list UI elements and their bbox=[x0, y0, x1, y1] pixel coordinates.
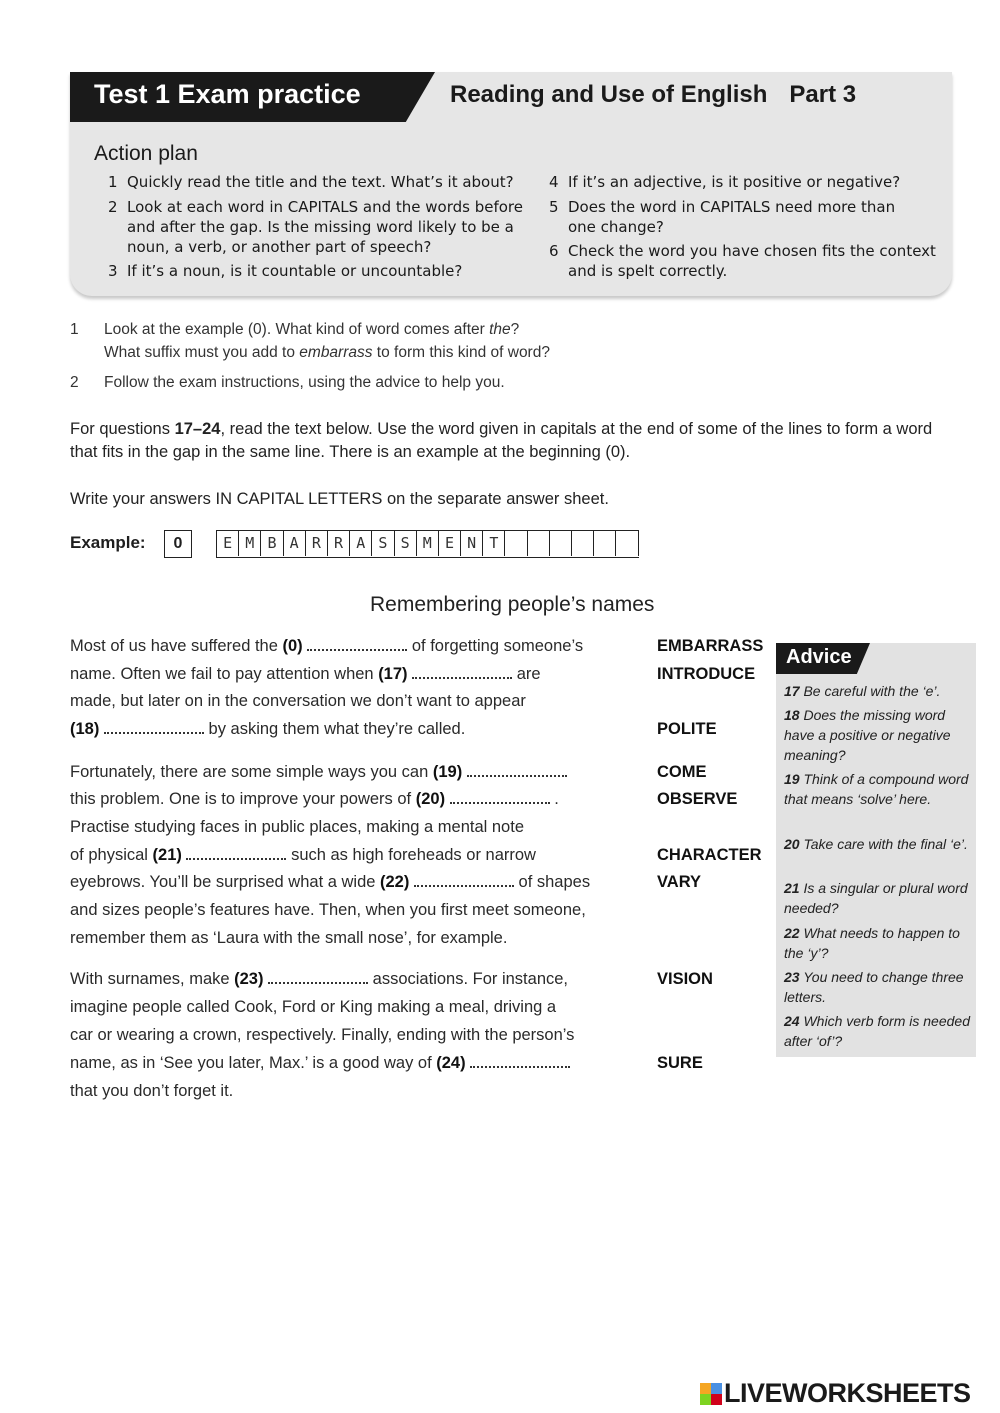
item-number: 3 bbox=[108, 262, 118, 280]
text-line: Practise studying faces in public places, making a mental note bbox=[70, 818, 524, 836]
answer-letter-box: M bbox=[417, 531, 439, 556]
text-line: car or wearing a crown, respectively. Finally, ending with the person’s bbox=[70, 1026, 575, 1044]
keyword: VISION bbox=[657, 970, 713, 988]
answer-letter-box: M bbox=[239, 531, 261, 556]
action-plan-item bbox=[108, 261, 528, 281]
text-line: name. Often we fail to pay attention when (17) are bbox=[70, 665, 541, 683]
gap-21[interactable] bbox=[186, 848, 286, 860]
action-plan-item bbox=[549, 197, 919, 237]
subtitle-section: Reading and Use of English bbox=[450, 81, 768, 108]
advice-tip: 19 Think of a compound word that means ‘solve’ here. bbox=[784, 771, 969, 807]
keyword: CHARACTER bbox=[657, 846, 762, 864]
page-title: Test 1 Exam practice bbox=[94, 79, 361, 109]
answer-letter-box: B bbox=[261, 531, 283, 556]
item-number: 5 bbox=[549, 198, 559, 216]
liveworksheets-icon bbox=[700, 1383, 722, 1405]
text-line: that you don’t forget it. bbox=[70, 1082, 234, 1100]
advice-tip: 21 Is a singular or plural word needed? bbox=[784, 880, 968, 916]
item-text: Does the word in CAPITALS need more than one change? bbox=[568, 198, 896, 236]
item-text: Look at each word in CAPITALS and the words before and after the gap. Is the missing word likely to be a noun, a verb, or another part of speech? bbox=[127, 198, 523, 256]
gap-0 bbox=[307, 639, 407, 651]
text-title: Remembering people’s names bbox=[370, 593, 655, 616]
text-line: remember them as ‘Laura with the small nose’, for example. bbox=[70, 929, 508, 947]
instruction-item bbox=[70, 371, 690, 394]
action-plan-title: Action plan bbox=[94, 142, 198, 165]
advice-title: Advice bbox=[786, 646, 852, 668]
page-subtitle bbox=[450, 81, 856, 109]
answer-letter-box: A bbox=[350, 531, 372, 556]
text-line: Fortunately, there are some simple ways you can (19) bbox=[70, 762, 567, 782]
answer-letter-box: E bbox=[439, 531, 461, 556]
answer-letter-box bbox=[550, 531, 572, 556]
logo-square bbox=[700, 1383, 711, 1394]
instruction-text: Look at the example (0). What kind of word comes after the? What suffix must you add to embarrass to form this kind of word? bbox=[104, 321, 550, 361]
text-line: (18) by asking them what they’re called. bbox=[70, 720, 466, 738]
gap-18[interactable] bbox=[104, 722, 204, 734]
instruction-item bbox=[70, 318, 690, 364]
instruction-text: Follow the exam instructions, using the advice to help you. bbox=[104, 374, 505, 391]
advice-tip: 23 You need to change three letters. bbox=[784, 969, 964, 1005]
text-line: With surnames, make (23) associations. For instance, bbox=[70, 970, 569, 988]
keyword: EMBARRASS bbox=[657, 637, 764, 655]
example-number-box: 0 bbox=[164, 530, 192, 558]
gap-20[interactable] bbox=[450, 792, 550, 804]
answer-letter-box: A bbox=[284, 531, 306, 556]
answer-instructions: Write your answers IN CAPITAL LETTERS on the separate answer sheet. bbox=[70, 490, 609, 508]
advice-tip: 22 What needs to happen to the ‘y’? bbox=[784, 925, 960, 961]
item-number: 4 bbox=[549, 173, 559, 191]
gap-22[interactable] bbox=[414, 875, 514, 887]
action-plan-item bbox=[108, 197, 528, 257]
text-line: name, as in ‘See you later, Max.’ is a good way of (24) bbox=[70, 1053, 570, 1073]
keyword: POLITE bbox=[657, 720, 717, 738]
advice-tip: 17 Be careful with the ‘e’. bbox=[784, 683, 941, 699]
advice-tip: 20 Take care with the final ‘e’. bbox=[784, 836, 968, 852]
item-text: If it’s a noun, is it countable or uncountable? bbox=[127, 262, 463, 280]
example-answer-boxes bbox=[216, 530, 639, 558]
item-number: 2 bbox=[108, 198, 118, 216]
task-instructions: For questions 17–24, read the text below. Use the word given in capitals at the end of some of the lines to form a word that fits in the gap in the same line. There is an example at the beginning (0). bbox=[70, 420, 933, 461]
advice-tip: 24 Which verb form is needed after ‘of’? bbox=[784, 1013, 970, 1049]
logo-square bbox=[711, 1394, 722, 1405]
answer-letter-box: S bbox=[395, 531, 417, 556]
gap-23[interactable] bbox=[268, 972, 368, 984]
keyword: VARY bbox=[657, 873, 702, 891]
logo-text: LIVEWORKSHEETS bbox=[724, 1378, 971, 1408]
instruction-number: 1 bbox=[70, 321, 79, 338]
text-line: eyebrows. You’ll be surprised what a wide (22) of shapes bbox=[70, 873, 591, 891]
subtitle-part: Part 3 bbox=[789, 81, 857, 108]
answer-letter-box bbox=[572, 531, 594, 556]
text-line: imagine people called Cook, Ford or King making a meal, driving a bbox=[70, 998, 557, 1016]
keyword: SURE bbox=[657, 1054, 703, 1072]
logo-square bbox=[711, 1383, 722, 1394]
advice-tip: 18 Does the missing word have a positive or negative meaning? bbox=[784, 707, 951, 763]
answer-letter-box bbox=[594, 531, 616, 556]
answer-letter-box bbox=[616, 531, 638, 556]
answer-letter-box: R bbox=[306, 531, 328, 556]
action-plan-item bbox=[549, 172, 949, 192]
example-label: Example: bbox=[70, 533, 146, 552]
answer-letter-box bbox=[528, 531, 550, 556]
logo-square bbox=[700, 1394, 711, 1405]
text-line: this problem. One is to improve your powers of (20) . bbox=[70, 790, 559, 808]
action-plan-item bbox=[549, 241, 949, 281]
text-line: Most of us have suffered the (0) of forgetting someone’s bbox=[70, 637, 584, 655]
keyword: OBSERVE bbox=[657, 790, 738, 808]
item-text: If it’s an adjective, is it positive or negative? bbox=[568, 173, 901, 191]
item-text: Check the word you have chosen fits the context and is spelt correctly. bbox=[568, 242, 936, 280]
action-plan-item bbox=[108, 172, 528, 192]
text-line: of physical (21) such as high foreheads or narrow bbox=[70, 846, 536, 864]
item-text: Quickly read the title and the text. What’s it about? bbox=[127, 173, 514, 191]
answer-letter-box: T bbox=[483, 531, 505, 556]
item-number: 6 bbox=[549, 242, 559, 260]
answer-letter-box bbox=[505, 531, 527, 556]
gap-17[interactable] bbox=[412, 667, 512, 679]
gap-19[interactable] bbox=[467, 765, 567, 777]
answer-letter-box: N bbox=[461, 531, 483, 556]
keyword: COME bbox=[657, 763, 707, 781]
text-line: and sizes people’s features have. Then, when you first meet someone, bbox=[70, 901, 586, 919]
instruction-number: 2 bbox=[70, 374, 79, 391]
answer-letter-box: S bbox=[372, 531, 394, 556]
answer-letter-box: R bbox=[328, 531, 350, 556]
liveworksheets-logo[interactable] bbox=[700, 1378, 971, 1409]
gap-24[interactable] bbox=[470, 1056, 570, 1068]
item-number: 1 bbox=[108, 173, 118, 191]
keyword: INTRODUCE bbox=[657, 665, 756, 683]
answer-letter-box: E bbox=[217, 531, 239, 556]
text-line: made, but later on in the conversation we don’t want to appear bbox=[70, 692, 526, 710]
